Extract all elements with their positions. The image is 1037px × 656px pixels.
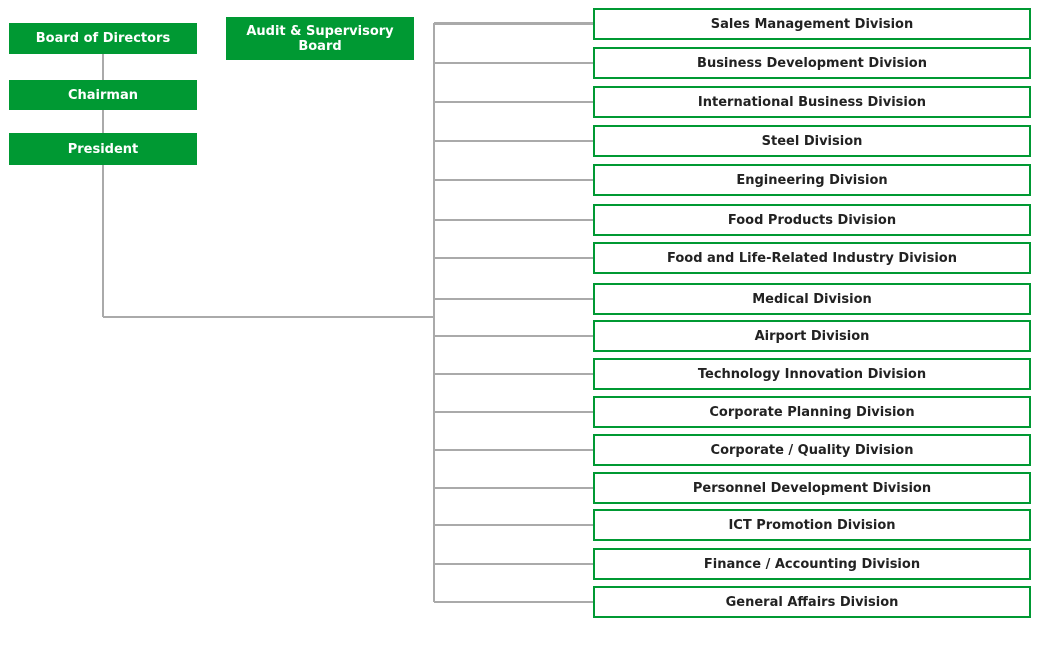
division-box: Personnel Development Division xyxy=(593,472,1031,504)
division-box: Food and Life-Related Industry Division xyxy=(593,242,1031,274)
division-box: Business Development Division xyxy=(593,47,1031,79)
division-box: International Business Division xyxy=(593,86,1031,118)
division-box: Airport Division xyxy=(593,320,1031,352)
audit-board-box: Audit & Supervisory Board xyxy=(226,17,414,60)
division-box: Engineering Division xyxy=(593,164,1031,196)
division-box: Sales Management Division xyxy=(593,8,1031,40)
division-box: Finance / Accounting Division xyxy=(593,548,1031,580)
president-box: President xyxy=(9,133,197,165)
division-box: Corporate / Quality Division xyxy=(593,434,1031,466)
division-box: General Affairs Division xyxy=(593,586,1031,618)
division-box: Food Products Division xyxy=(593,204,1031,236)
division-box: ICT Promotion Division xyxy=(593,509,1031,541)
chairman-box: Chairman xyxy=(9,80,197,110)
division-box: Steel Division xyxy=(593,125,1031,157)
board-of-directors-box: Board of Directors xyxy=(9,23,197,54)
division-box: Corporate Planning Division xyxy=(593,396,1031,428)
division-box: Medical Division xyxy=(593,283,1031,315)
division-box: Technology Innovation Division xyxy=(593,358,1031,390)
